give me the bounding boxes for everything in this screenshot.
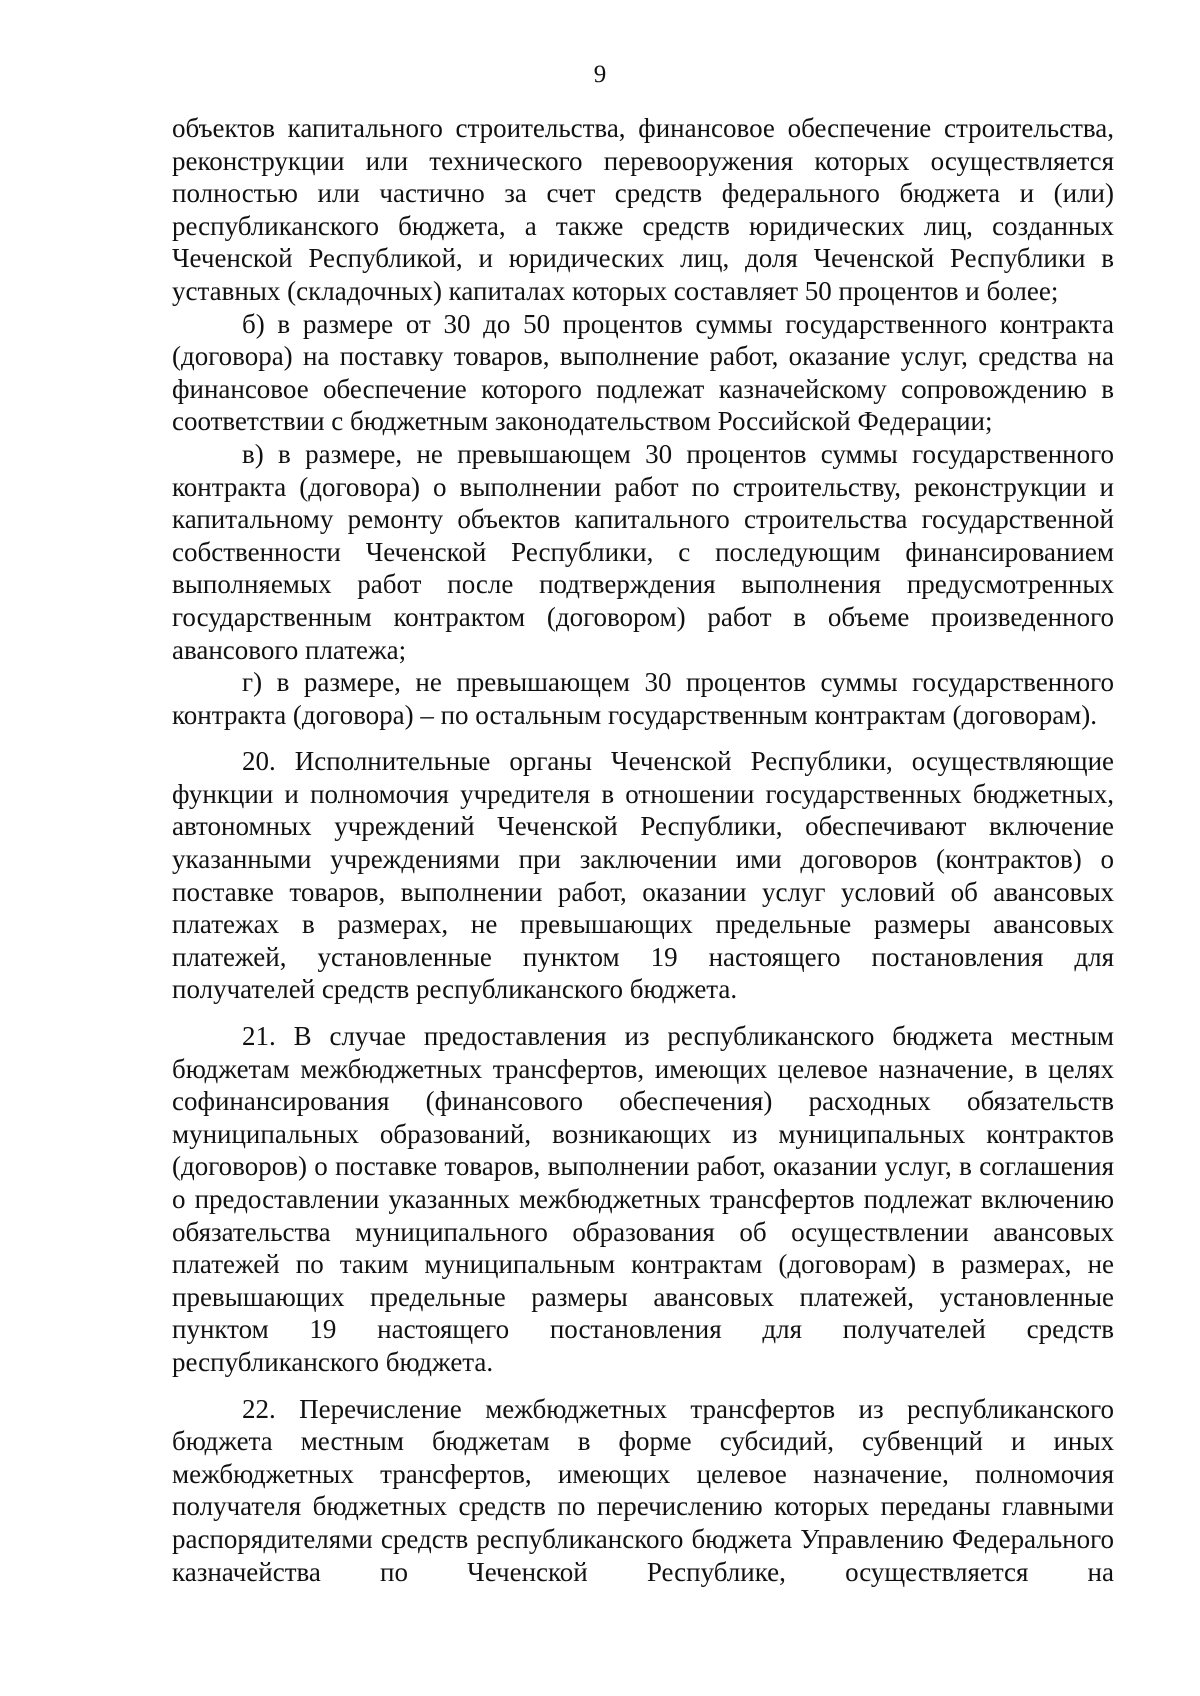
paragraph-clause-20: 20. Исполнительные органы Чеченской Республики, осуществляющие функции и полномочия учредителя в отношении государственных бюджетных, автономных учреждений Чеченской Республики, обеспечивают включение указанными учреждениями при заключении ими договоров (контрактов) о поставке товаров, выполнении работ, оказании услуг условий об авансовых платежах в размерах, не превышающих предельные размеры авансовых платежей, установленные пунктом 19 настоящего постановления для получателей средств республиканского бюджета. xyxy=(172,746,1114,1005)
document-body xyxy=(172,112,1114,1588)
paragraph-item-b: б) в размере от 30 до 50 процентов суммы государственного контракта (договора) на поставку товаров, выполнение работ, оказание услуг, средства на финансовое обеспечение которого подлежат казначейскому сопровождению в соответствии с бюджетным законодательством Российской Федерации; xyxy=(172,308,1114,437)
paragraph-item-g: г) в размере, не превышающем 30 процентов суммы государственного контракта (договора) – по остальным государственным контрактам (договорам). xyxy=(172,667,1114,730)
paragraph-clause-21: 21. В случае предоставления из республиканского бюджета местным бюджетам межбюджетных трансфертов, имеющих целевое назначение, в целях софинансирования (финансового обеспечения) расходных обязательств муниципальных образований, возникающих из муниципальных контрактов (договоров) о поставке товаров, выполнении работ, оказании услуг, в соглашения о предоставлении указанных межбюджетных трансфертов подлежат включению обязательства муниципального образования об осуществлении авансовых платежей по таким муниципальным контрактам (договорам) в размерах, не превышающих предельные размеры авансовых платежей, установленные пунктом 19 настоящего постановления для получателей средств республиканского бюджета. xyxy=(172,1021,1114,1377)
paragraph-continuation: объектов капитального строительства, финансовое обеспечение строительства, реконструкции или технического перевооружения которых осуществляется полностью или частично за счет средств федерального бюджета и (или) республиканского бюджета, а также средств юридических лиц, созданных Чеченской Республикой, и юридических лиц, доля Чеченской Республики в уставных (складочных) капиталах которых составляет 50 процентов и более; xyxy=(172,113,1114,306)
paragraph-item-v: в) в размере, не превышающем 30 процентов суммы государственного контракта (договора) о выполнении работ по строительству, реконструкции и капитальному ремонту объектов капитального строительства государственной собственности Чеченской Республики, с последующим финансированием выполняемых работ после подтверждения выполнения предусмотренных государственным контрактом (договором) работ в объеме произведенного авансового платежа; xyxy=(172,438,1114,665)
page-number: 9 xyxy=(593,61,607,88)
paragraph-clause-22: 22. Перечисление межбюджетных трансфертов из республиканского бюджета местным бюджетам в форме субсидий, субвенций и иных межбюджетных трансфертов, имеющих целевое назначение, полномочия получателя бюджетных средств по перечислению которых переданы главными распорядителями средств республиканского бюджета Управлению Федерального казначейства по Чеченской Республике, осуществляется на xyxy=(172,1393,1114,1587)
